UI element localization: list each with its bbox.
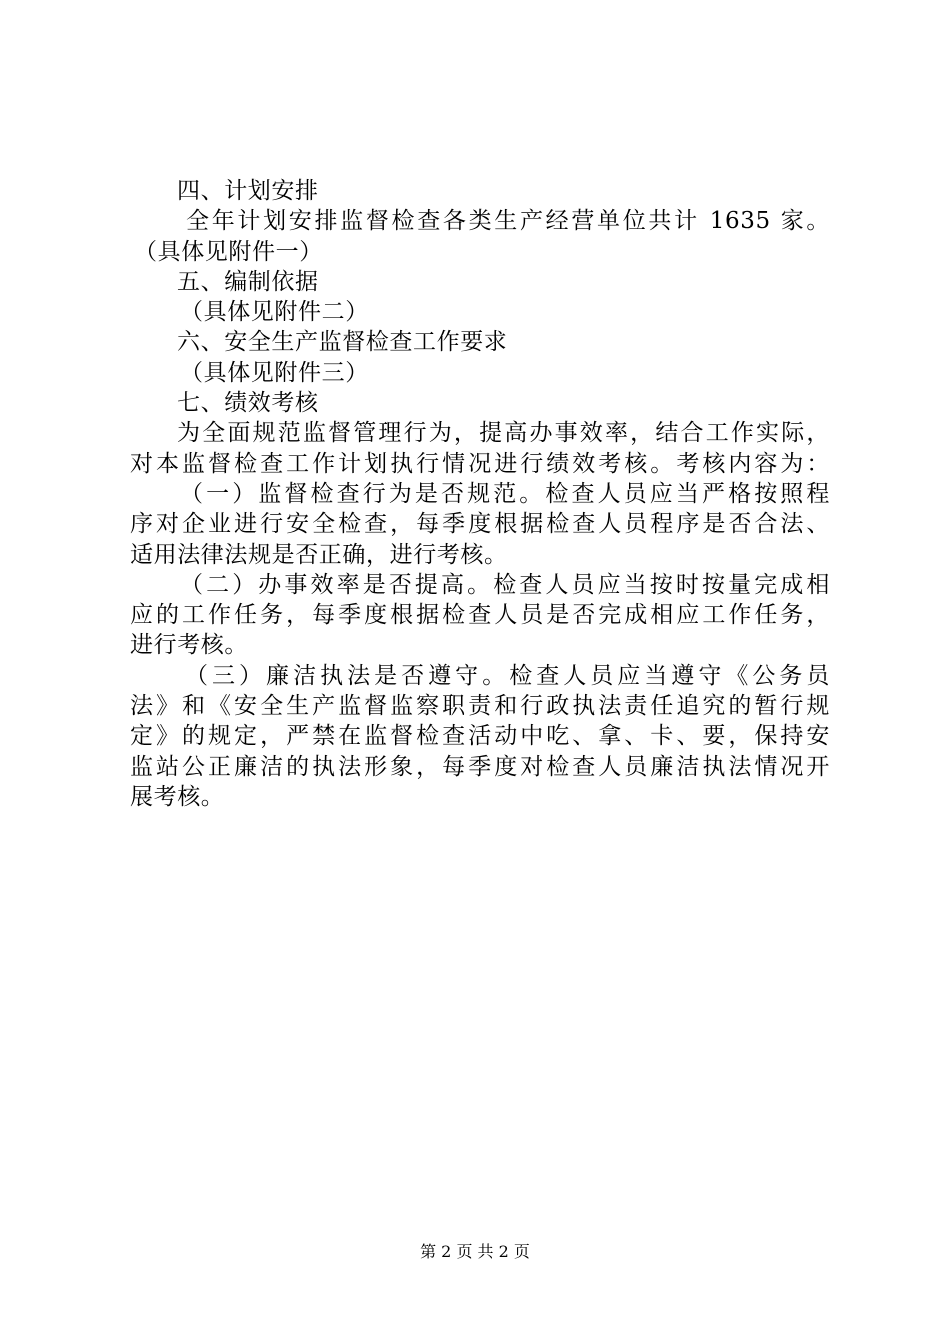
paragraph-line: 展考核。 bbox=[130, 783, 225, 810]
paragraph-line: 进行考核。 bbox=[130, 632, 248, 659]
paragraph-line: 适用法律法规是否正确，进行考核。 bbox=[130, 541, 508, 568]
page-number-footer: 第 2 页 共 2 页 bbox=[420, 1242, 530, 1261]
paragraph-line: （一）监督检查行为是否规范。检查人员应当严格按照程 bbox=[180, 480, 830, 507]
paragraph-line: 法》和《安全生产监督监察职责和行政执法责任追究的暂行规 bbox=[130, 693, 830, 720]
paragraph-line: （二）办事效率是否提高。检查人员应当按时按量完成相 bbox=[180, 571, 830, 598]
paragraph-line: （三）廉洁执法是否遵守。检查人员应当遵守《公务员 bbox=[185, 662, 830, 689]
paragraph-line: （具体见附件一） bbox=[134, 238, 323, 265]
section-heading-plan: 四、计划安排 bbox=[177, 178, 319, 204]
paragraph-line: （具体见附件二） bbox=[180, 299, 369, 326]
paragraph-line: 定》的规定，严禁在监督检查活动中吃、拿、卡、要，保持安 bbox=[130, 723, 830, 750]
paragraph-line: 应的工作任务，每季度根据检查人员是否完成相应工作任务， bbox=[130, 602, 830, 629]
document-body bbox=[130, 176, 830, 812]
paragraph-line: （具体见附件三） bbox=[180, 359, 369, 386]
paragraph-line: 监站公正廉洁的执法形象，每季度对检查人员廉洁执法情况开 bbox=[130, 753, 830, 780]
paragraph-line: 为全面规范监督管理行为，提高办事效率，结合工作实际， bbox=[177, 420, 830, 447]
section-heading-assessment: 七、绩效考核 bbox=[177, 390, 319, 417]
section-heading-requirements: 六、安全生产监督检查工作要求 bbox=[177, 329, 508, 356]
paragraph-line: 对本监督检查工作计划执行情况进行绩效考核。考核内容为： bbox=[130, 450, 830, 477]
paragraph-line: 序对企业进行安全检查，每季度根据检查人员程序是否合法、 bbox=[130, 511, 830, 538]
paragraph-line: 全年计划安排监督检查各类生产经营单位共计 1635 家。 bbox=[186, 208, 830, 235]
section-heading-basis: 五、编制依据 bbox=[177, 268, 319, 295]
